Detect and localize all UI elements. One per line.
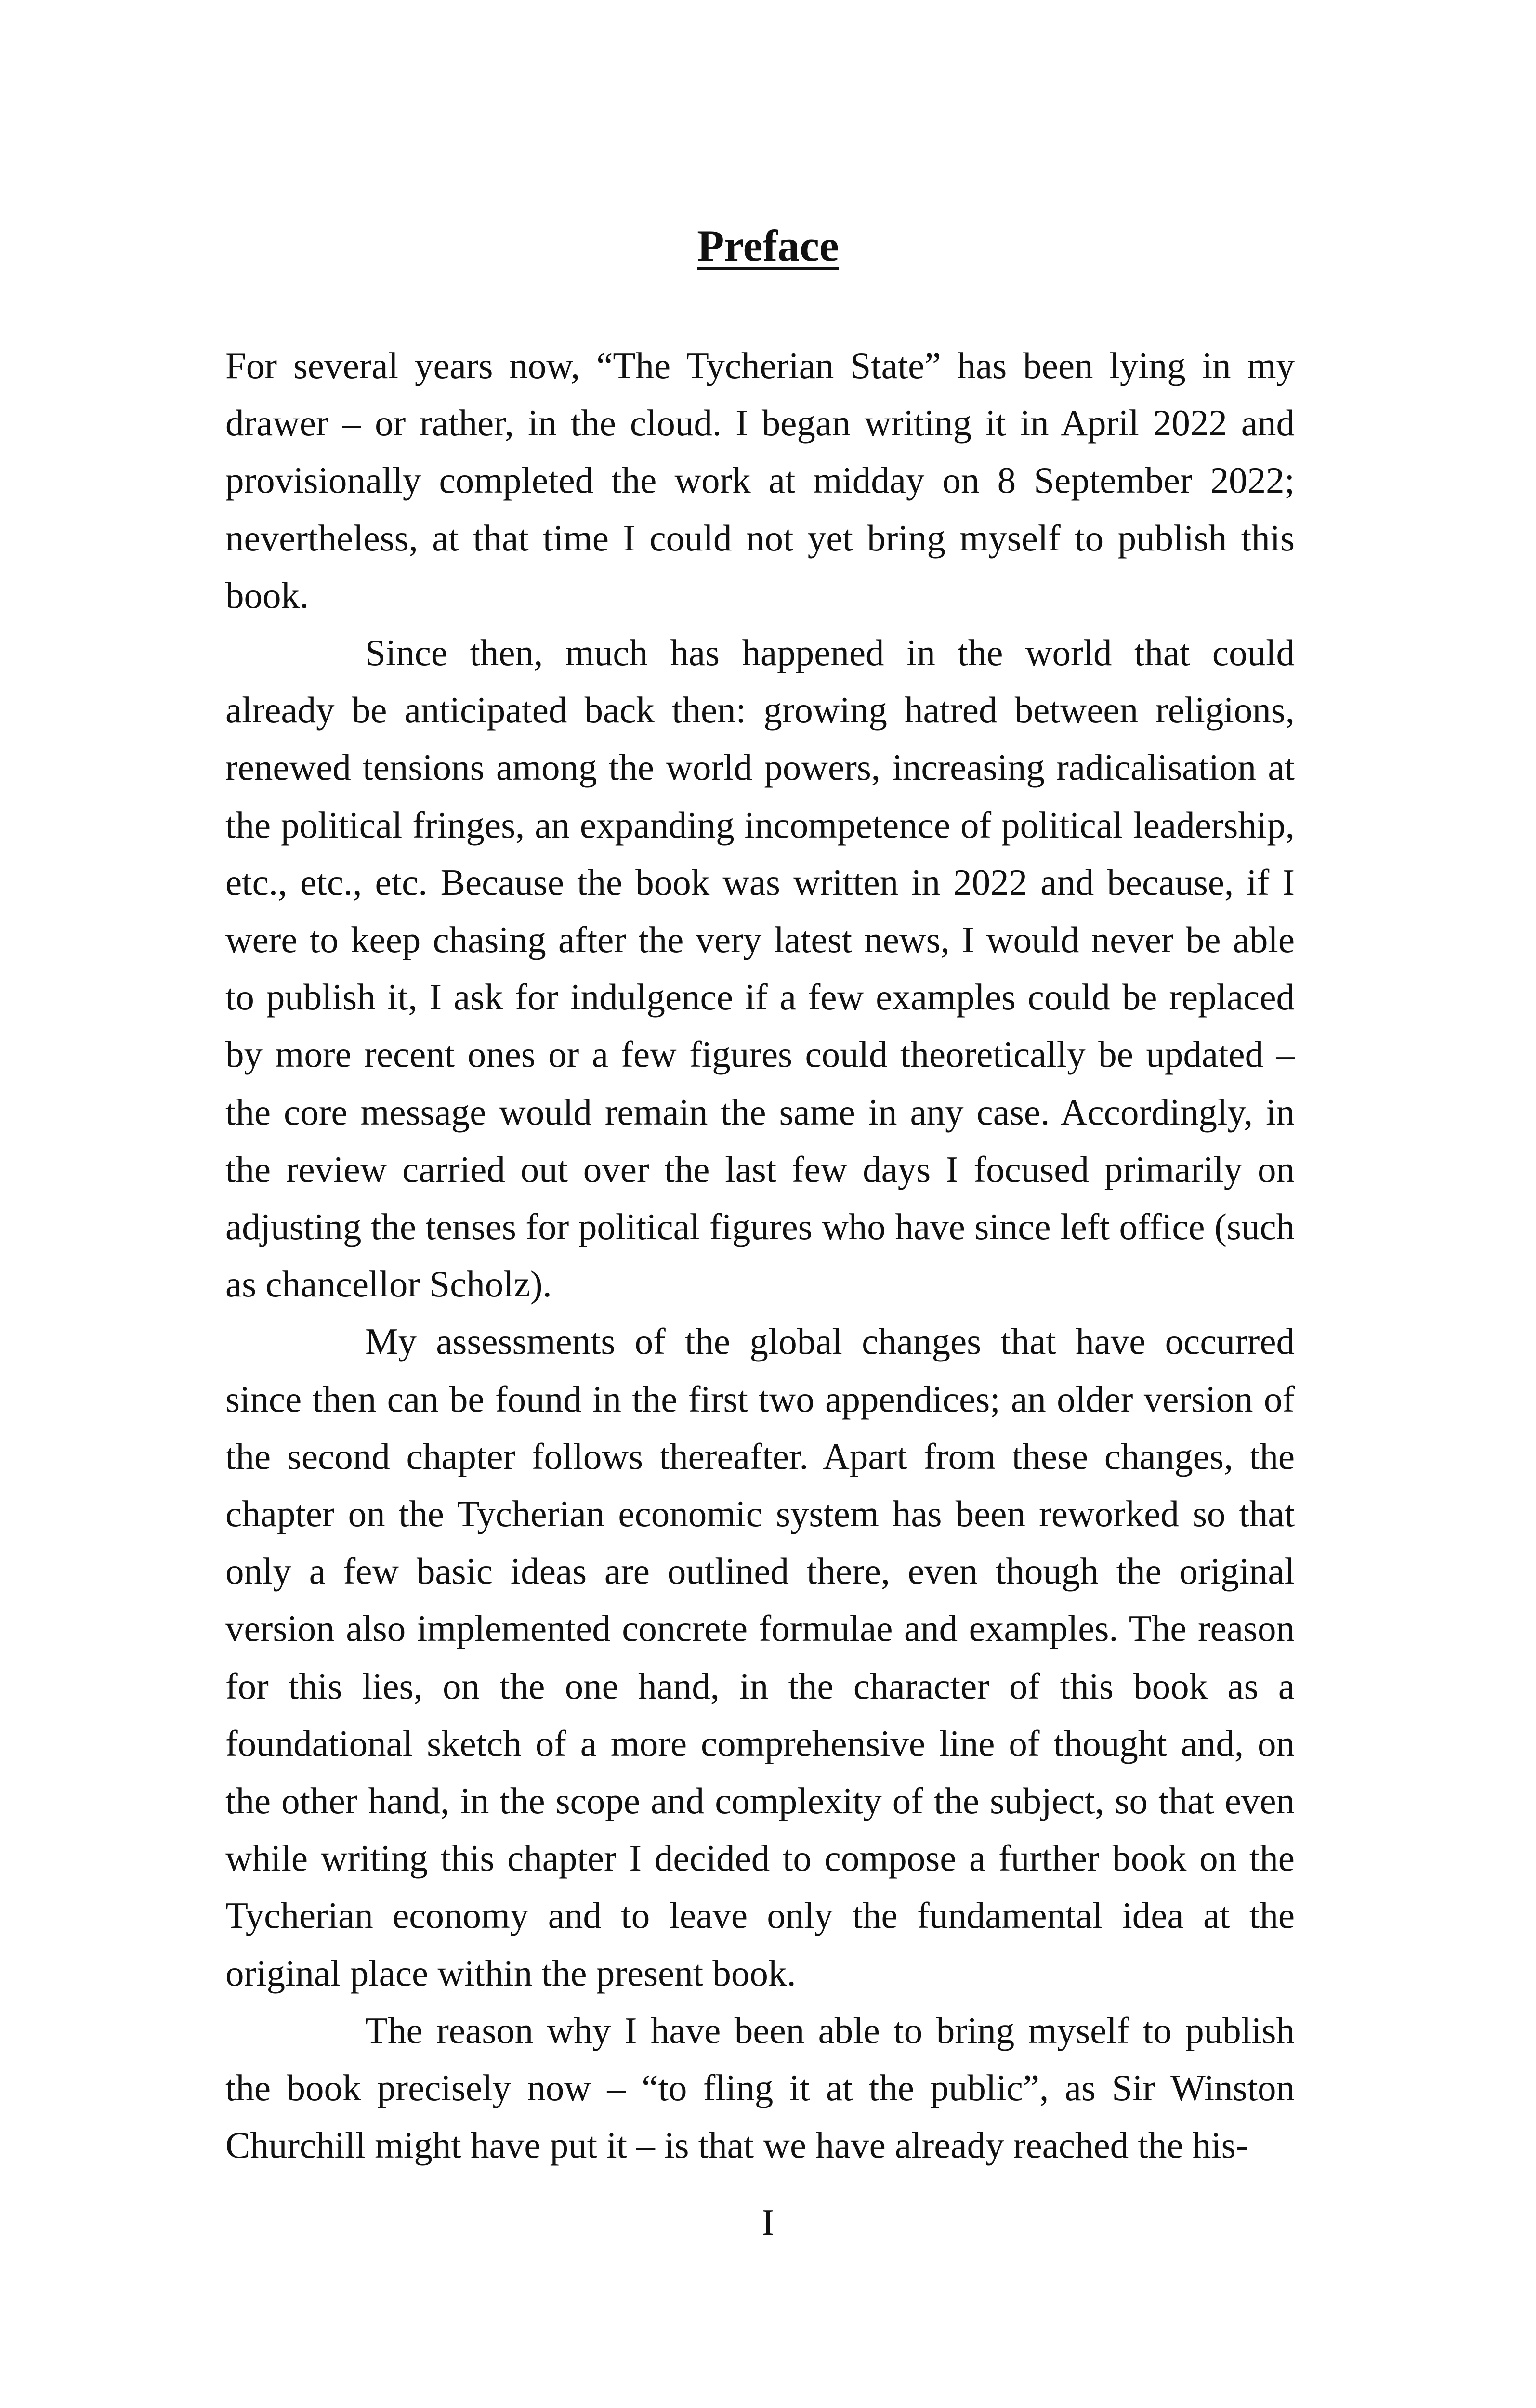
page-number: I [761,2201,775,2243]
paragraph-2: Since then, much has happened in the world that could already be anticipated back then: growing hatred between religions, renewed tensions among the world powers, increasing radicalisation at the political fringes, an expanding incompetence of political leadership, etc., etc., etc. Because the book was written in 2022 and because, if I were to keep chasing after the very latest news, I would never be able to publish it, I ask for indulgence if a few examples could be replaced by more recent ones or a few figures could theoretically be updated – the core message would remain the same in any case. Accordingly, in the review carried out over the last few days I focused primarily on adjusting the tenses for political figures who have since left office (such as chancellor Scholz). [225,632,1295,1305]
paragraph-3: My assessments of the global changes that have occurred since then can be found in the first two appendices; an older version of the second chapter follows thereafter. Apart from these changes, the chapter on the Tycherian economic system has been reworked so that only a few basic ideas are outlined there, even though the original version also implemented concrete formulae and examples. The reason for this lies, on the one hand, in the character of this book as a foundational sketch of a more comprehensive line of thought and, on the other hand, in the scope and complexity of the subject, so that even while writing this chapter I decided to compose a further book on the Tycherian economy and to leave only the fundamental idea at the original place within the present book. [225,1321,1295,1994]
body-text [225,337,1295,2174]
paragraph-4: The reason why I have been able to bring myself to publish the book precisely now – “to fling it at the public”, as Sir Winston Churchill might have put it – is that we have already reached the his- [225,2009,1295,2166]
paragraph-1: For several years now, “The Tycherian State” has been lying in my drawer – or rather, in the cloud. I began writing it in April 2022 and provisionally completed the work at midday on 8 September 2022; nevertheless, at that time I could not yet bring myself to publish this book. [225,345,1295,616]
page-title: Preface [697,221,839,270]
